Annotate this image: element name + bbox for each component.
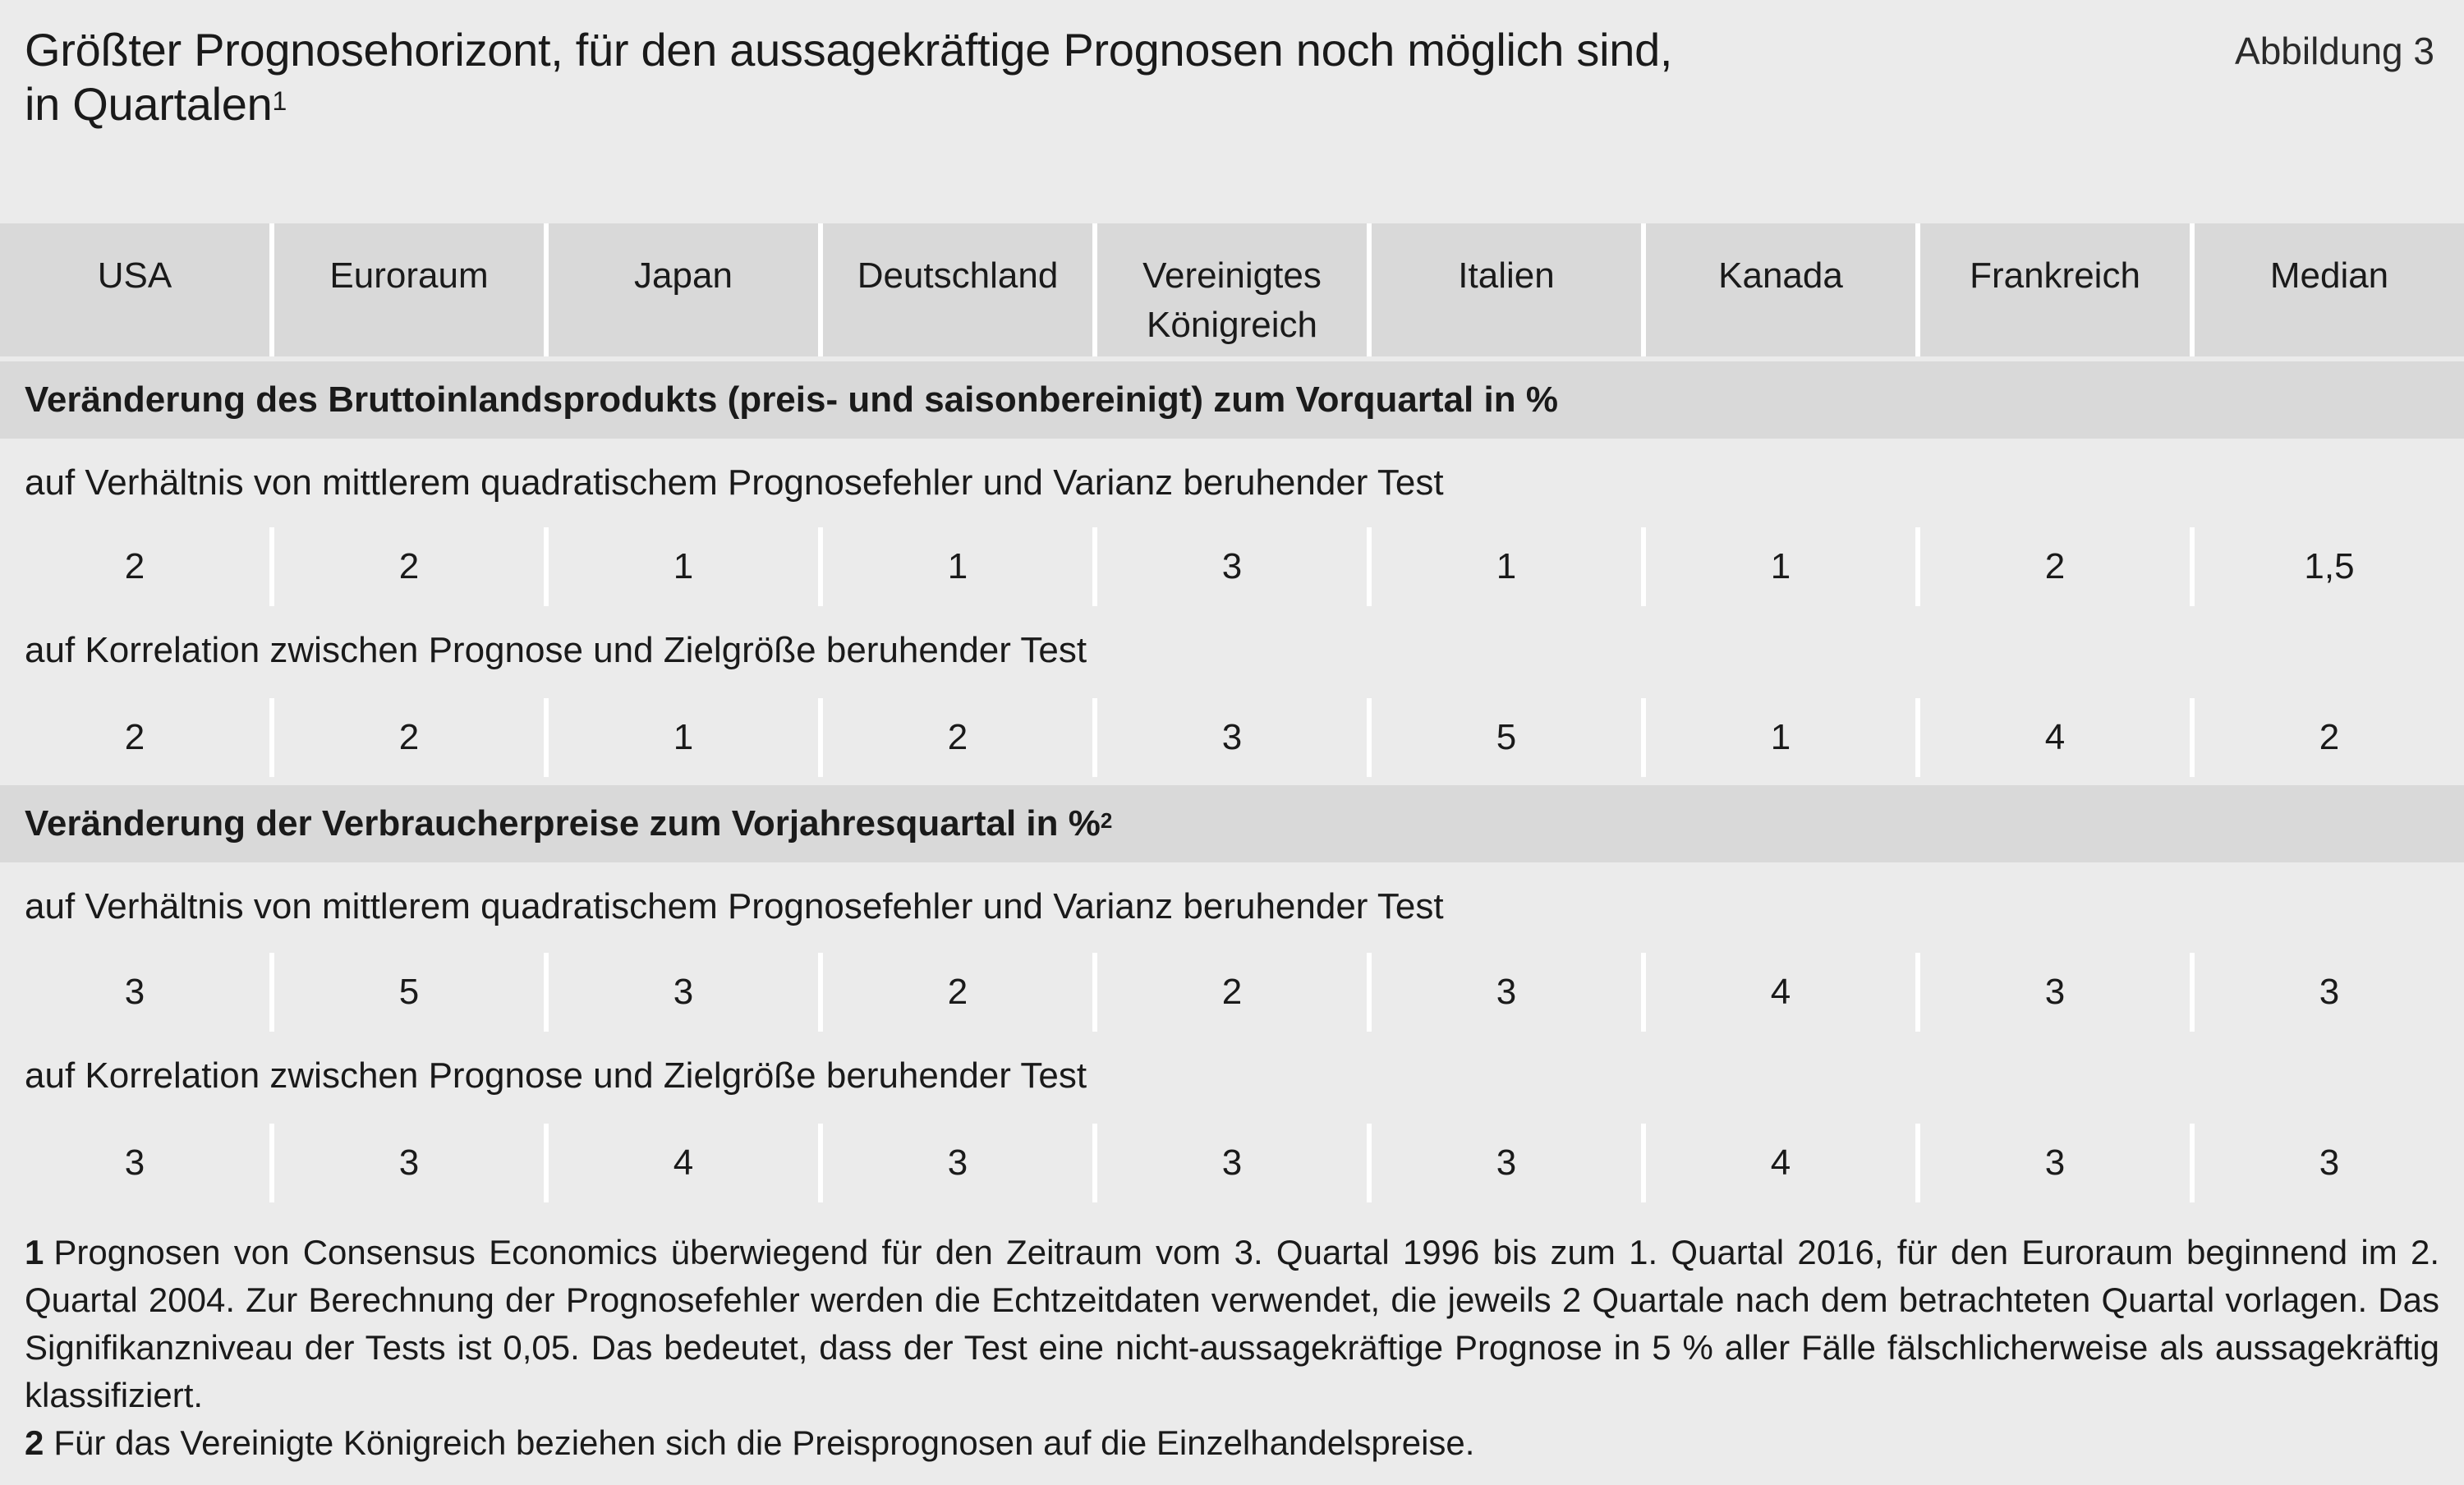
value-cell: 1	[823, 527, 1097, 606]
figure-header	[0, 0, 2464, 215]
title-footnote-mark: 1	[272, 86, 287, 116]
value-cell-median: 3	[2319, 1142, 2340, 1183]
value-cell: 3	[1097, 1124, 1372, 1202]
value-cell: 1	[549, 698, 823, 777]
column-header-vereinigtes-koenigreich: Vereinigtes Königreich	[1097, 223, 1372, 356]
value-cell: 3	[549, 953, 823, 1032]
column-header-usa: USA	[0, 223, 274, 356]
value-cell: 2	[1097, 953, 1372, 1032]
column-header-euroraum: Euroraum	[274, 223, 549, 356]
value-cell: 5	[1372, 698, 1646, 777]
value-cell: 3	[0, 953, 274, 1032]
footnote-text: Für das Vereinigte Königreich beziehen sich die Preisprognosen auf die Einzelhandelspreise.	[53, 1423, 1475, 1462]
value-cell: 4	[1646, 1124, 1920, 1202]
value-cell: 3	[1920, 953, 2195, 1032]
value-cell: 3	[274, 1124, 549, 1202]
value-cell: 2	[274, 698, 549, 777]
column-header-japan: Japan	[549, 223, 823, 356]
value-row-gdp-correlation	[0, 698, 2464, 777]
figure-title	[25, 23, 1914, 131]
value-cell: 3	[1097, 527, 1372, 606]
section-title-gdp: Veränderung des Bruttoinlandsprodukts (preis- und saisonbereinigt) zum Vorquartal in %	[0, 361, 2464, 439]
value-cell: 1	[549, 527, 823, 606]
value-cell: 3	[823, 1124, 1097, 1202]
test-label-cpi-correlation: auf Korrelation zwischen Prognose und Zielgröße beruhender Test	[0, 1037, 2464, 1115]
value-row-gdp-variance	[0, 527, 2464, 606]
column-header-median: Median	[2269, 255, 2389, 296]
value-cell: 2	[0, 527, 274, 606]
column-header-italien: Italien	[1372, 223, 1646, 356]
value-cell: 3	[1372, 953, 1646, 1032]
value-cell-median: 3	[2319, 972, 2340, 1012]
value-cell-median: 2	[2319, 717, 2340, 757]
figure-number-label: Abbildung 3	[2235, 30, 2434, 72]
value-cell: 3	[1920, 1124, 2195, 1202]
column-header-deutschland: Deutschland	[823, 223, 1097, 356]
value-cell: 3	[1097, 698, 1372, 777]
value-cell: 1	[1646, 698, 1920, 777]
value-cell: 2	[823, 698, 1097, 777]
test-label-cpi-variance: auf Verhältnis von mittlerem quadratischem Prognosefehler und Varianz beruhender Test	[0, 867, 2464, 946]
value-cell: 4	[1920, 698, 2195, 777]
value-cell: 3	[1372, 1124, 1646, 1202]
value-cell-median: 1,5	[2304, 546, 2355, 586]
section-title-cpi: Veränderung der Verbraucherpreise zum Vorjahresquartal in % $^2$	[0, 785, 2464, 862]
value-cell: 2	[274, 527, 549, 606]
value-row-cpi-correlation	[0, 1124, 2464, 1202]
footnotes	[25, 1229, 2439, 1467]
test-label-gdp-correlation: auf Korrelation zwischen Prognose und Zielgröße beruhender Test	[0, 611, 2464, 690]
value-cell: 3	[0, 1124, 274, 1202]
value-cell: 4	[1646, 953, 1920, 1032]
footnote-1	[25, 1229, 2439, 1419]
column-header-row	[0, 223, 2464, 356]
value-cell: 1	[1372, 527, 1646, 606]
title-line-1: Größter Prognosehorizont, für den aussagekräftige Prognosen noch möglich sind,	[25, 24, 1673, 76]
column-header-frankreich: Frankreich	[1920, 223, 2195, 356]
value-cell: 2	[1920, 527, 2195, 606]
footnote-number: 2	[25, 1423, 44, 1462]
footnote-number: 1	[25, 1233, 44, 1271]
value-cell: 2	[823, 953, 1097, 1032]
column-header-kanada: Kanada	[1646, 223, 1920, 356]
value-cell: 4	[549, 1124, 823, 1202]
value-row-cpi-variance	[0, 953, 2464, 1032]
value-cell: 1	[1646, 527, 1920, 606]
test-label-gdp-variance: auf Verhältnis von mittlerem quadratischem Prognosefehler und Varianz beruhender Test	[0, 444, 2464, 522]
footnote-text: Prognosen von Consensus Economics überwiegend für den Zeitraum vom 3. Quartal 1996 bis zum 1. Quartal 2016, für den Euroraum beginnend im 2. Quartal 2004. Zur Berechnung der Prognosefehler werden die Echtzeitdaten verwendet, die jeweils 2 Quartale nach dem betrachteten Quartal vorlagen. Das Signifikanzniveau der Tests ist 0,05. Das bedeutet, dass der Test eine nicht-aussagekräftige Prognose in 5 % aller Fälle fälschlicherweise als aussagekräftig klassifiziert.	[25, 1233, 2439, 1414]
value-cell: 2	[0, 698, 274, 777]
value-cell: 5	[274, 953, 549, 1032]
title-line-2: in Quartalen	[25, 78, 273, 130]
footnote-2	[25, 1419, 2439, 1467]
